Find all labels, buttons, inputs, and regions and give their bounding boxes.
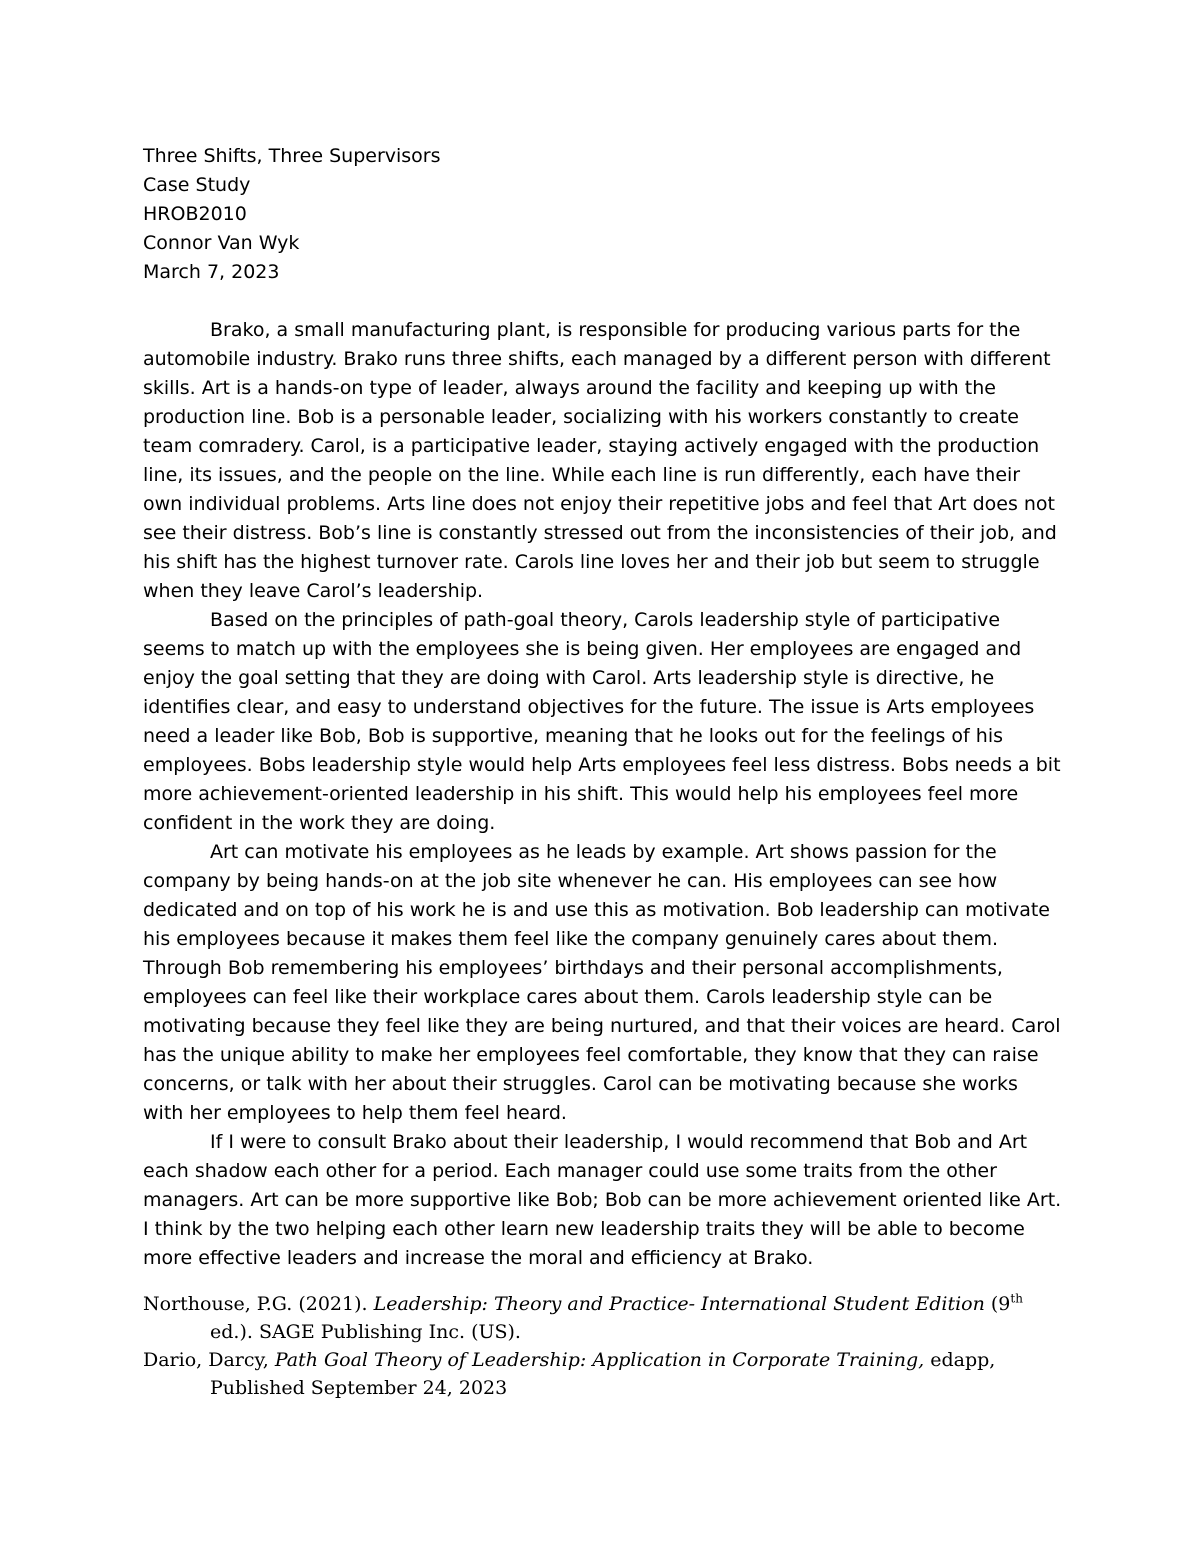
reference-item bbox=[143, 1290, 1063, 1346]
author-name: Connor Van Wyk bbox=[143, 232, 300, 254]
reference-title: Path Goal Theory of Leadership: Application in Corporate Training, bbox=[274, 1349, 925, 1371]
reference-lead: Dario, Darcy, bbox=[143, 1349, 275, 1371]
reference-tail: edapp, Published September 24, 2023 bbox=[210, 1349, 996, 1399]
reference-edition: (9 bbox=[984, 1293, 1011, 1315]
course-code: HROB2010 bbox=[143, 203, 247, 225]
reference-item bbox=[143, 1346, 1063, 1402]
reference-title: Leadership: Theory and Practice- International Student Edition bbox=[373, 1293, 985, 1315]
document-type: Case Study bbox=[143, 174, 251, 196]
reference-lead: Northouse, P.G. (2021). bbox=[143, 1293, 374, 1315]
document-title: Three Shifts, Three Supervisors bbox=[143, 145, 441, 167]
document-body bbox=[143, 142, 1063, 1273]
paragraph-recommendation: If I were to consult Brako about their leadership, I would recommend that Bob and Art each shadow each other for a period. Each manager could use some traits from the other managers. Art can be more supportive like Bob; Bob can be more achievement oriented like Art. I think by the two helping each other learn new leadership traits they will be able to become more effective leaders and increase the moral and efficiency at Brako. bbox=[143, 1131, 1062, 1269]
paragraph-motivation: Art can motivate his employees as he leads by example. Art shows passion for the company by being hands-on at the job site whenever he can. His employees can see how dedicated and on top of his work he is and use this as motivation. Bob leadership can motivate his employees because it makes them feel like the company genuinely cares about them. Through Bob remembering his employees’ birthdays and their personal accomplishments, employees can feel like their workplace cares about them. Carols leadership style can be motivating because they feel like they are being nurtured, and that their voices are heard. Carol has the unique ability to make her employees feel comfortable, they know that they can raise concerns, or talk with her about their struggles. Carol can be motivating because she works with her employees to help them feel heard. bbox=[143, 841, 1061, 1124]
paragraph-path-goal: Based on the principles of path-goal theory, Carols leadership style of participative seems to match up with the employees she is being given. Her employees are engaged and enjoy the goal setting that they are doing with Carol. Arts leadership style is directive, he identifies clear, and easy to understand objectives for the future. The issue is Arts employees need a leader like Bob, Bob is supportive, meaning that he looks out for the feelings of his employees. Bobs leadership style would help Arts employees feel less distress. Bobs needs a bit more achievement-oriented leadership in his shift. This would help his employees feel more confident in the work they are doing. bbox=[143, 609, 1061, 834]
document-header bbox=[143, 142, 1063, 287]
reference-edition-suffix: th bbox=[1010, 1291, 1023, 1306]
document-date: March 7, 2023 bbox=[143, 261, 280, 283]
references-list bbox=[143, 1290, 1063, 1402]
paragraph-situation: Brako, a small manufacturing plant, is responsible for producing various parts for the automobile industry. Brako runs three shifts, each managed by a different person with different skills. Art is a hands-on type of leader, always around the facility and keeping up with the production line. Bob is a personable leader, socializing with his workers constantly to create team comradery. Carol, is a participative leader, staying actively engaged with the production line, its issues, and the people on the line. While each line is run differently, each have their own individual problems. Arts line does not enjoy their repetitive jobs and feel that Art does not see their distress. Bob’s line is constantly stressed out from the inconsistencies of their job, and his shift has the highest turnover rate. Carols line loves her and their job but seem to struggle when they leave Carol’s leadership. bbox=[143, 319, 1057, 602]
reference-tail: ed.). SAGE Publishing Inc. (US). bbox=[210, 1321, 521, 1343]
